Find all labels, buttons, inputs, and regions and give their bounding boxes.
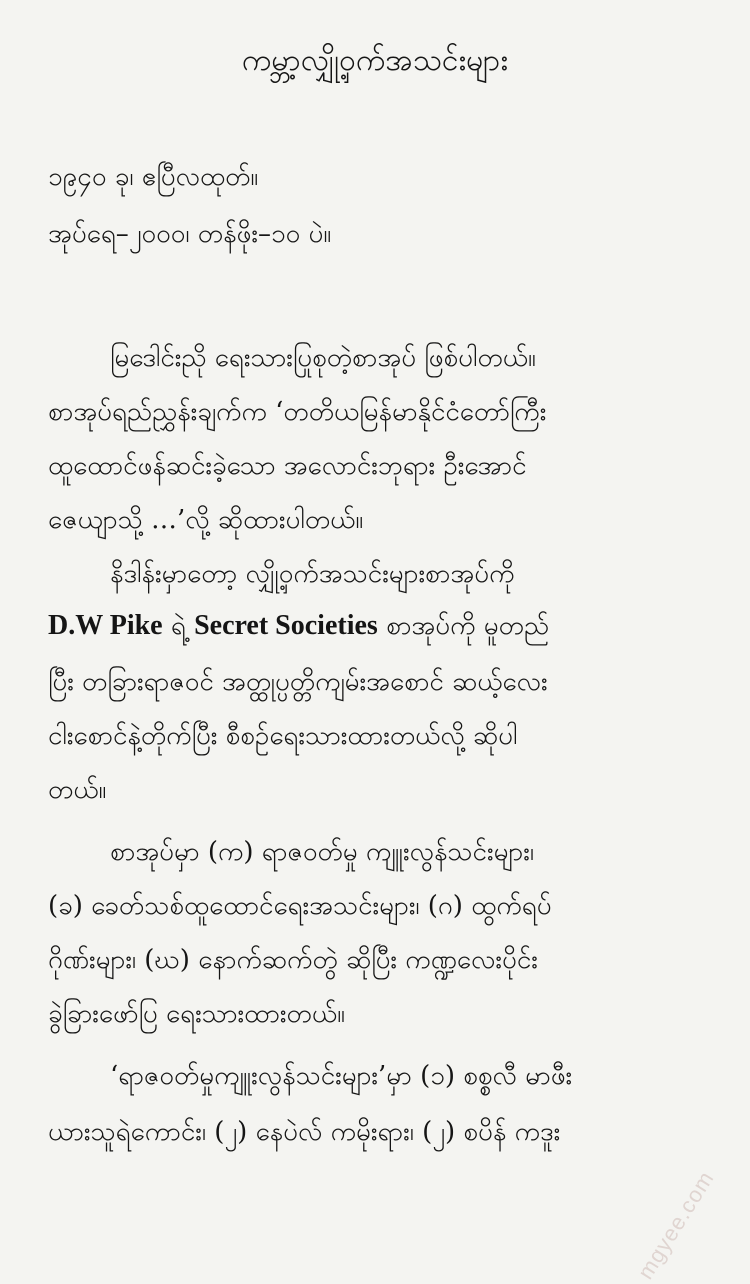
- text-line: ပြီး တခြားရာဇဝင် အတ္ထုပ္ပတ္တိကျမ်းအစောင် ဆယ့်လေး: [48, 667, 548, 697]
- text-line: တယ်။: [48, 775, 107, 805]
- text-line: D.W Pike ရဲ့ Secret Societies စာအုပ်ကို မူတည်: [48, 610, 550, 641]
- text-line: နိဒါန်းမှာတော့ လျှို့ဝှက်အသင်းများစာအုပ်ကို: [110, 559, 515, 589]
- publication-date: ၁၉၄၀ ခု၊ ဧပြီလထုတ်။: [48, 162, 259, 192]
- text-line: ဇေယျာသို့ …’လို့ ဆိုထားပါတယ်။: [48, 505, 364, 535]
- text-line: ထူထောင်ဖန်ဆင်းခဲ့သော အလောင်းဘုရား ဦးအောင်: [48, 451, 527, 481]
- print-run-and-price: အုပ်ရေ–၂၀၀၀၊ တန်ဖိုး–၁၀ ပဲ။: [48, 219, 332, 249]
- text-line: ခွဲခြားဖော်ပြ ရေးသားထားတယ်။: [48, 999, 345, 1029]
- text-line: စာအုပ်မှာ (က) ရာဇဝတ်မှု ကျူးလွန်သင်းများ၊: [110, 837, 534, 867]
- text-line: (ခ) ခေတ်သစ်ထူထောင်ရေးအသင်းများ၊ (ဂ) ထွက်ရပ်: [48, 891, 552, 921]
- watermark: mgyee.com: [632, 1166, 720, 1284]
- text-line: ဂိုဏ်းများ၊ (ဃ) နောက်ဆက်တွဲ ဆိုပြီး ကဏ္ဍလေးပိုင်း: [48, 945, 538, 975]
- text-line: ငါးစောင်နဲ့တိုက်ပြီး စီစဉ်ရေးသားထားတယ်လို့ ဆိုပါ: [48, 721, 518, 751]
- latin-text: Secret Societies: [194, 610, 378, 641]
- page-title: ကမ္ဘာ့လျှို့ဝှက်အသင်းများ: [241, 43, 508, 78]
- text-line: ‘ရာဇဝတ်မှုကျူးလွန်သင်းများ’မှာ (၁) စစ္စလီ မာဖီး: [110, 1061, 573, 1091]
- text-line: စာအုပ်ရည်ညွှန်းချက်က ‘တတိယမြန်မာနိုင်ငံတော်ကြီး: [48, 397, 547, 427]
- text-line: ယားသူရဲကောင်း၊ (၂) နေပဲလ် ကမိုးရား၊ (၂) စပိန် ကဒူး: [48, 1117, 561, 1147]
- text-line: မြဒေါင်းညို ရေးသားပြုစုတဲ့စာအုပ် ဖြစ်ပါတယ်။: [110, 343, 536, 373]
- latin-text: D.W Pike: [48, 610, 163, 641]
